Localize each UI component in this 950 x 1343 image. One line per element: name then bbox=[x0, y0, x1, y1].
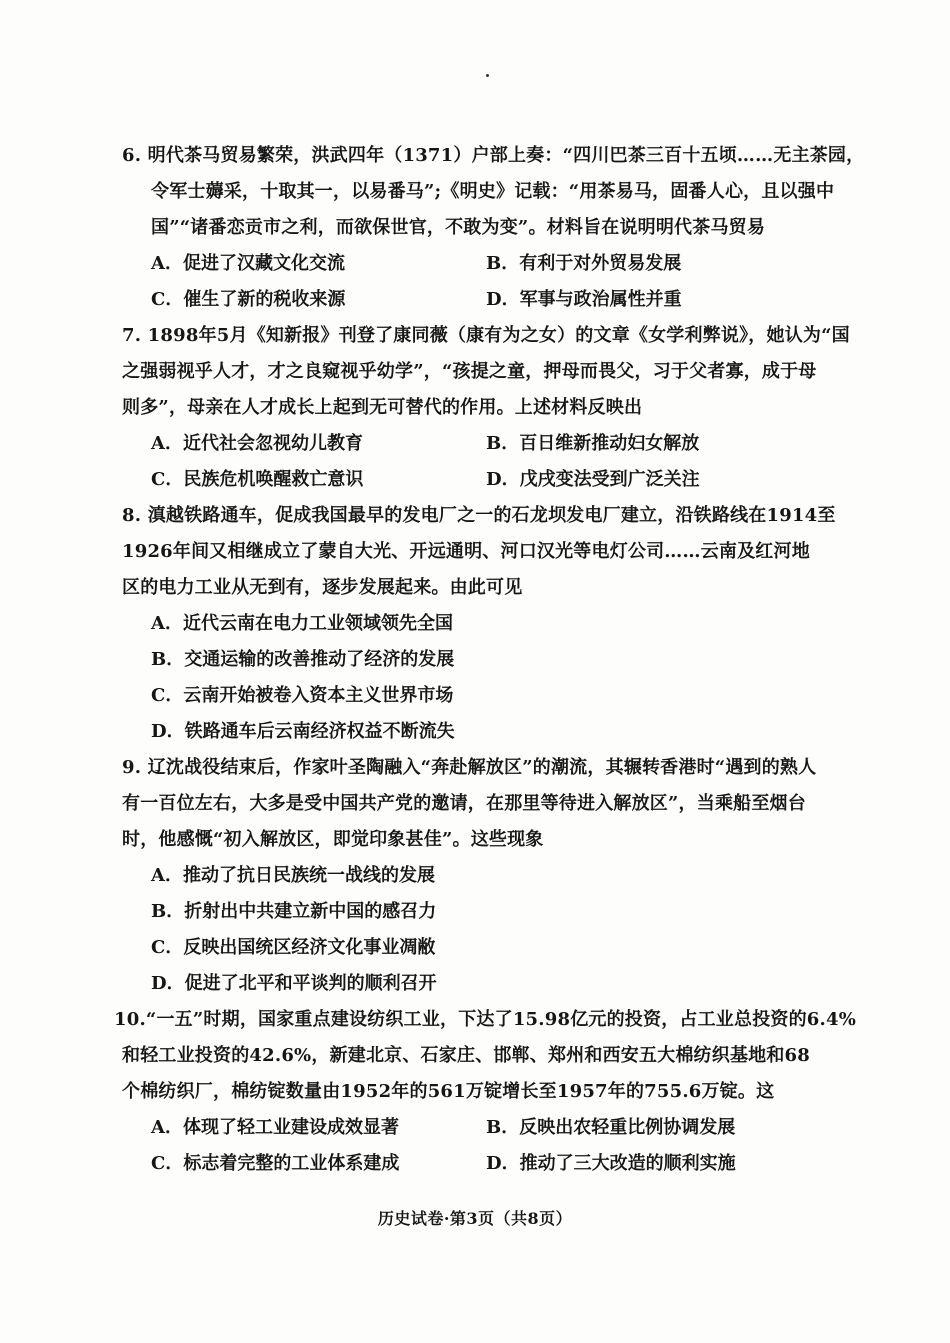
option-row bbox=[122, 462, 842, 498]
option-d: D．戊戌变法受到广泛关注 bbox=[486, 469, 700, 490]
option-row bbox=[122, 282, 842, 318]
option-c: C．反映出国统区经济文化事业凋敝 bbox=[151, 937, 436, 958]
question-stem-line bbox=[114, 1002, 857, 1038]
question-9 bbox=[122, 750, 842, 1002]
option-row bbox=[122, 1110, 842, 1146]
option-d: D．铁路通车后云南经济权益不断流失 bbox=[151, 721, 455, 742]
question-stem-line: 个棉纺织厂，棉纺锭数量由1952年的561万锭增长至1957年的755.6万锭。这 bbox=[122, 1081, 775, 1102]
option-b: B．有利于对外贸易发展 bbox=[486, 253, 682, 274]
option-c: C．民族危机唤醒救亡意识 bbox=[151, 469, 364, 490]
option-b: B．百日维新推动妇女解放 bbox=[486, 433, 700, 454]
option-d: D．促进了北平和平谈判的顺利召开 bbox=[151, 973, 437, 994]
question-stem-text: 明代茶马贸易繁荣，洪武四年（1371）户部上奏：“四川巴茶三百十五顷……无主茶园， bbox=[147, 145, 865, 166]
question-stem-line: 令军士薅采，十取其一，以易番马”;《明史》记载：“用茶易马，固番人心，且以强中 bbox=[151, 181, 835, 202]
question-stem-line: 之强弱视乎人才，才之良窥视乎幼学”，“孩提之童，押母而畏父，习于父者寡，成于母 bbox=[122, 361, 817, 382]
option-a: A．推动了抗日民族统一战线的发展 bbox=[151, 865, 435, 886]
question-stem-line: 区的电力工业从无到有，逐步发展起来。由此可见 bbox=[122, 577, 523, 598]
question-list bbox=[114, 138, 865, 1182]
option-c: C．催生了新的税收来源 bbox=[151, 289, 346, 310]
question-number: 7. bbox=[122, 325, 142, 346]
option-b: B．折射出中共建立新中国的感召力 bbox=[151, 901, 437, 922]
option-d: D．推动了三大改造的顺利实施 bbox=[486, 1153, 736, 1174]
question-7 bbox=[122, 318, 850, 498]
option-c: C．云南开始被卷入资本主义世界市场 bbox=[151, 685, 454, 706]
scan-speck bbox=[486, 74, 489, 77]
question-stem-line bbox=[122, 318, 850, 354]
option-a: A．体现了轻工业建设成效显著 bbox=[151, 1117, 399, 1138]
question-stem-line: 时，他感慨“初入解放区，即觉印象甚佳”。这些现象 bbox=[122, 829, 544, 850]
option-b: B．交通运输的改善推动了经济的发展 bbox=[151, 649, 455, 670]
question-stem-text: 辽沈战役结束后，作家叶圣陶融入“奔赴解放区”的潮流，其辗转香港时“遇到的熟人 bbox=[147, 757, 817, 778]
question-stem-line: 有一百位左右，大多是受中国共产党的邀请，在那里等待进入解放区”，当乘船至烟台 bbox=[122, 793, 806, 814]
option-row bbox=[122, 1146, 842, 1182]
page-footer: 历史试卷·第3页（共8页） bbox=[377, 1209, 573, 1228]
question-stem-line: 则多”，母亲在人才成长上起到无可替代的作用。上述材料反映出 bbox=[122, 397, 643, 418]
option-b: B．反映出农轻重比例协调发展 bbox=[486, 1117, 736, 1138]
question-stem-line: 和轻工业投资的42.6%，新建北京、石家庄、邯郸、郑州和西安五大棉纺织基地和68 bbox=[122, 1045, 810, 1066]
question-stem-line bbox=[122, 498, 842, 534]
question-number: 8. bbox=[122, 505, 142, 526]
question-stem-line bbox=[122, 138, 865, 174]
question-stem-text: 1898年5月《知新报》刊登了康同薇（康有为之女）的文章《女学利弊说》，她认为“国 bbox=[147, 325, 850, 346]
option-row bbox=[122, 426, 842, 462]
question-number: 6. bbox=[122, 145, 142, 166]
question-6 bbox=[122, 138, 865, 318]
option-a: A．近代社会忽视幼儿教育 bbox=[151, 433, 363, 454]
question-number: 10. bbox=[114, 1009, 146, 1030]
question-stem-text: “一五”时期，国家重点建设纺织工业，下达了15.98亿元的投资，占工业总投资的6.4% bbox=[145, 1009, 857, 1030]
option-a: A．促进了汉藏文化交流 bbox=[151, 253, 345, 274]
question-stem-line: 国”“诸番恋贡市之利，而欲保世官，不敢为变”。材料旨在说明明代茶马贸易 bbox=[151, 217, 766, 238]
question-stem-line bbox=[122, 750, 842, 786]
question-stem-text: 滇越铁路通车，促成我国最早的发电厂之一的石龙坝发电厂建立，沿铁路线在1914至 bbox=[147, 505, 836, 526]
question-number: 9. bbox=[122, 757, 142, 778]
option-a: A．近代云南在电力工业领域领先全国 bbox=[151, 613, 453, 634]
question-10 bbox=[114, 1002, 857, 1182]
option-d: D．军事与政治属性并重 bbox=[486, 289, 682, 310]
question-stem-line: 1926年间又相继成立了蒙自大光、开远通明、河口汉光等电灯公司……云南及红河地 bbox=[122, 541, 810, 562]
option-row bbox=[122, 246, 842, 282]
question-8 bbox=[122, 498, 842, 750]
option-c: C．标志着完整的工业体系建成 bbox=[151, 1153, 400, 1174]
